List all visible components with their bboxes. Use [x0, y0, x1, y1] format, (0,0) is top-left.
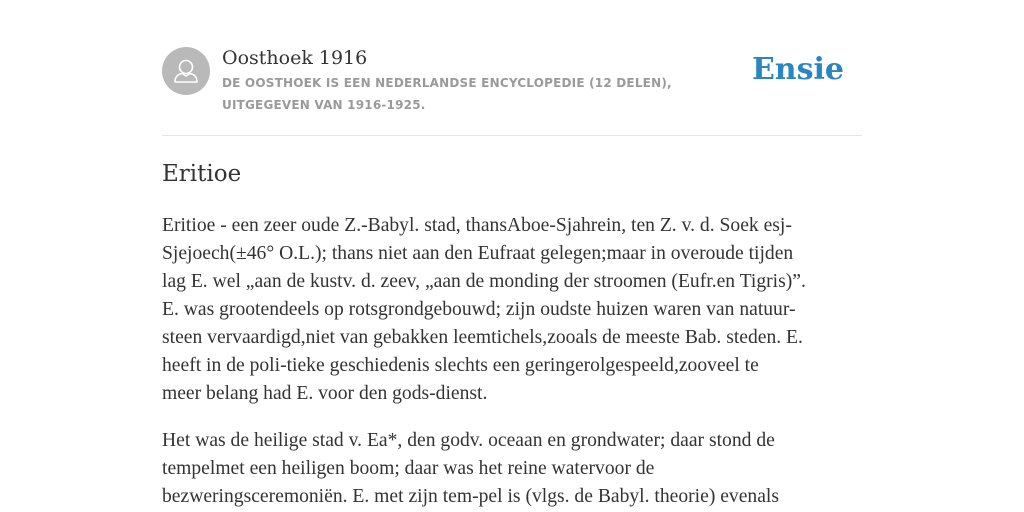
paragraph-line: lag E. wel „aan de kustv. d. zeev, „aan de monding der stroomen (Eufr.en Tigris)”.	[162, 271, 806, 292]
user-icon-graphic	[162, 47, 210, 95]
paragraph-line: tempelmet een heiligen boom; daar was het reine watervoor de	[162, 458, 655, 479]
ensie-logo[interactable]: Ensie	[751, 52, 844, 87]
paragraph-line: Eritioe - een zeer oude Z.-Babyl. stad, thansAboe-Sjahrein, ten Z. v. d. Soek esj-	[162, 215, 792, 236]
paragraph-1	[162, 212, 864, 408]
paragraph-2	[162, 427, 864, 511]
paragraph-line: Het was de heilige stad v. Ea*, den godv. oceaan en grondwater; daar stond de	[162, 430, 775, 451]
source-header	[162, 46, 862, 116]
source-description: DE OOSTHOEK IS EEN NEDERLANDSE ENCYCLOPEDIE (12 DELEN), UITGEGEVEN VAN 1916-1925.	[222, 76, 672, 112]
paragraph-line: E. was grootendeels op rotsgrondgebouwd; zijn oudste huizen waren van natuur-	[162, 299, 796, 320]
paragraph-line: meer belang had E. voor den gods-dienst.	[162, 383, 488, 404]
article-title: Eritioe	[162, 161, 242, 187]
user-icon[interactable]	[162, 47, 210, 95]
paragraph-line: Sjejoech(±46° O.L.); thans niet aan den Eufraat gelegen;maar in overoude tijden	[162, 243, 794, 264]
source-title[interactable]: Oosthoek 1916	[222, 47, 368, 69]
paragraph-line: bezweringsceremoniën. E. met zijn tem-pel is (vlgs. de Babyl. theorie) evenals	[162, 486, 779, 507]
divider	[162, 135, 862, 136]
paragraph-line: steen vervaardigd,niet van gebakken leemtichels,zooals de meeste Bab. steden. E.	[162, 327, 803, 348]
article-body	[162, 212, 864, 512]
paragraph-line: heeft in de poli-tieke geschiedenis slechts een geringerolgespeeld,zooveel te	[162, 355, 759, 376]
